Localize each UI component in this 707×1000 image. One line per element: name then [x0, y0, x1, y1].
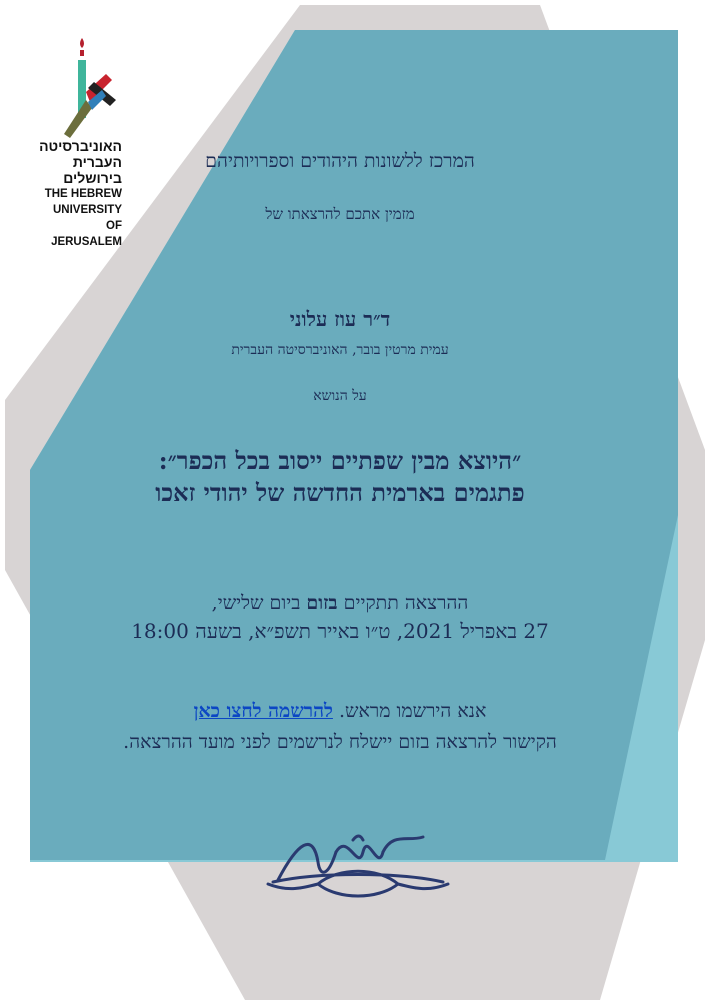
logo-english-line-1: THE HEBREW: [44, 188, 122, 200]
zoom-note: הקישור להרצאה בזום יישלח לנרשמים לפני מועד ההרצאה.: [123, 731, 557, 753]
schedule-line-1: [80, 592, 600, 615]
lecturer-name: ד״ר עוז עלוני: [289, 307, 391, 331]
schedule-zoom-bold: בזום: [306, 592, 338, 614]
logo-hebrew-line-3: בירושלים: [63, 170, 122, 186]
logo-hebrew-line-2: העברית: [72, 154, 122, 170]
schedule-prefix: ההרצאה תתקיים: [343, 592, 469, 614]
registration-prompt: אנא הירשמו מראש.: [338, 700, 487, 722]
calligraphic-ornament-icon: [258, 822, 458, 902]
invite-text: מזמין אתכם להרצאתו של: [265, 205, 415, 223]
center-name: המרכז ללשונות היהודים וספרויותיהם: [205, 150, 475, 172]
lecture-title-line-1: ״היוצא מבין שפתיים ייסוב בכל הכפר״:: [158, 446, 522, 475]
topic-label: על הנושא: [313, 388, 367, 404]
logo-hebrew-line-1: האוניברסיטה: [39, 138, 122, 154]
registration-line: [80, 700, 600, 723]
lecture-title-line-2: פתגמים בארמית החדשה של יהודי זאכו: [155, 478, 525, 507]
logo-english-line-2: UNIVERSITY: [52, 204, 122, 216]
schedule-line-2: 27 באפריל 2021, ט״ו באייר תשפ״א, בשעה 18:00: [131, 619, 549, 643]
registration-link[interactable]: להרשמה לחצו כאן: [193, 700, 333, 722]
schedule-suffix: ביום שלישי,: [211, 592, 301, 614]
logo-english-line-3: OF JERUSALEM: [51, 220, 122, 248]
lecturer-affiliation: עמית מרטין בובר, האוניברסיטה העברית: [231, 342, 449, 358]
